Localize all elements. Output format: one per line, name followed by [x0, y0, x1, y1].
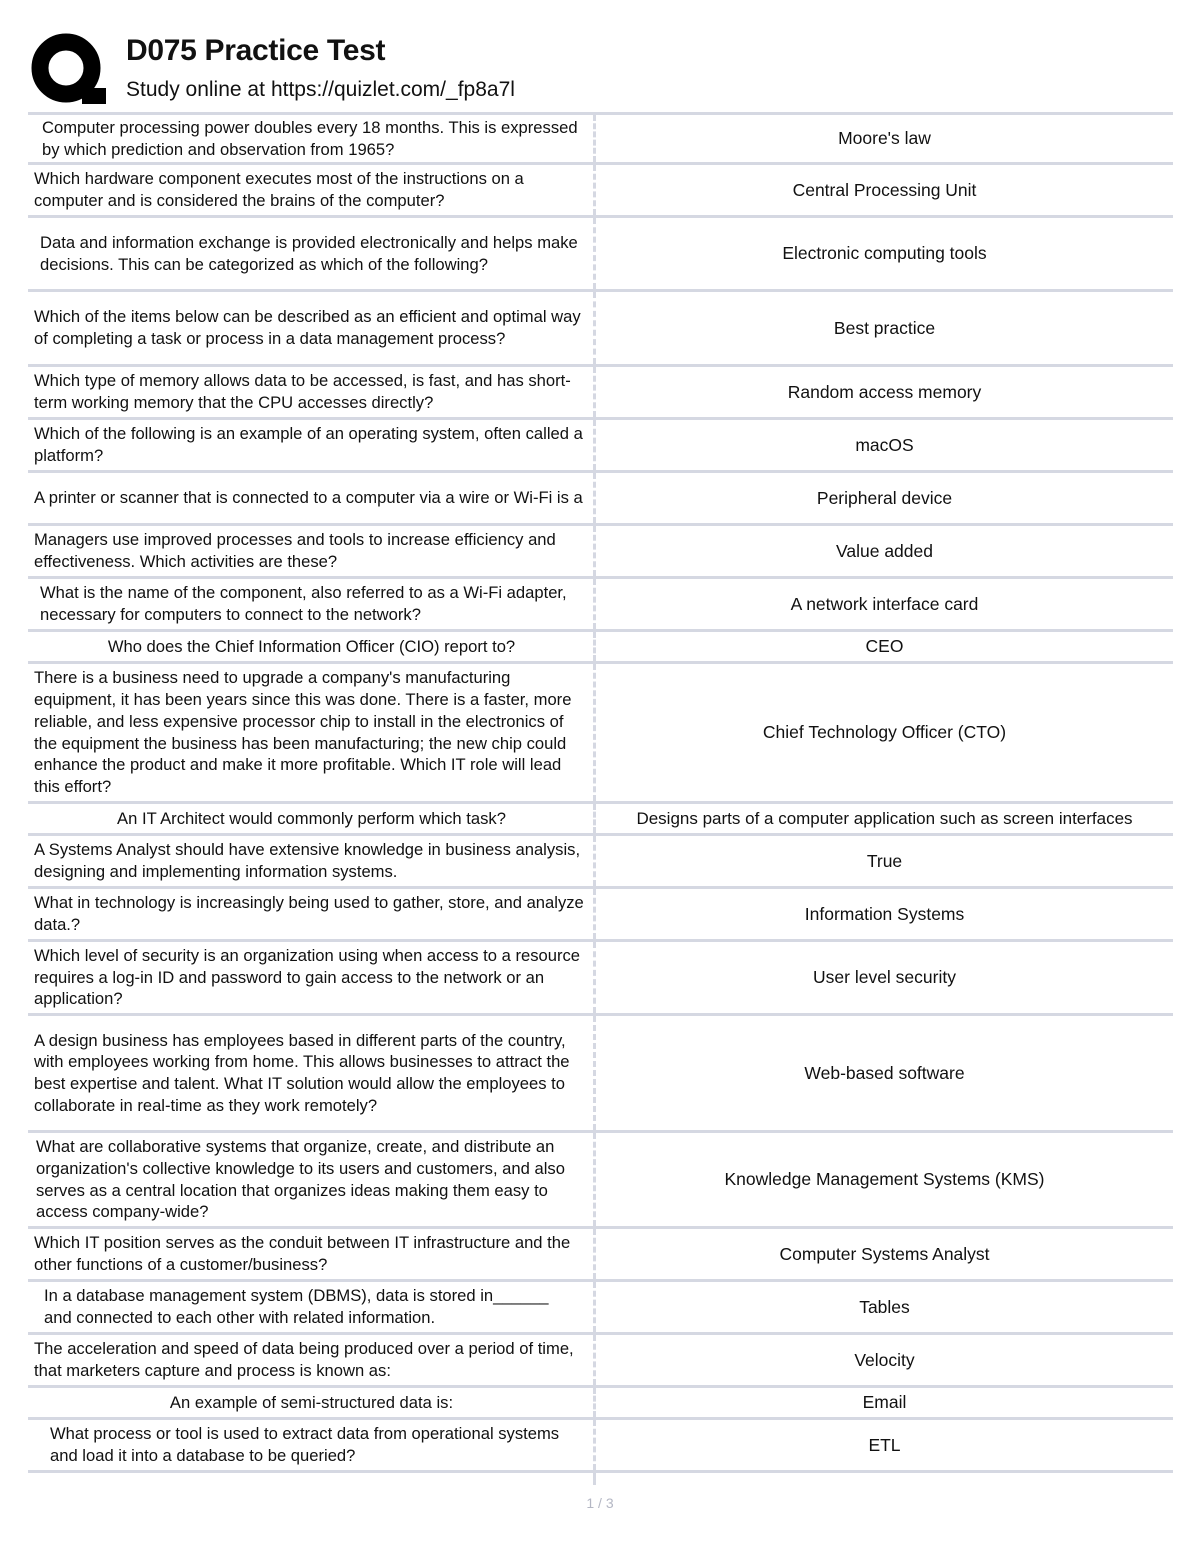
- flashcard-row: [28, 218, 1173, 292]
- term-text: Computer processing power doubles every 18 months. This is expressed by which prediction and observation from 1965?: [42, 117, 578, 159]
- page-indicator: 1 / 3: [586, 1495, 614, 1511]
- term-text: Managers use improved processes and tools to increase efficiency and effectiveness. Which activities are these?: [34, 530, 556, 571]
- definition-cell: Designs parts of a computer application such as screen interfaces: [636, 809, 1133, 828]
- term-text: What are collaborative systems that organize, create, and distribute an organization's collective knowledge to its users and customers, and also serves as a central location that organizes ideas making them easy to access company-wide?: [36, 1137, 565, 1222]
- term-cell: [28, 218, 596, 289]
- term-cell: [28, 804, 596, 833]
- term-text: What process or tool is used to extract data from operational systems and load it into a database to be queried?: [50, 1424, 560, 1465]
- column-divider-tail: [28, 1473, 596, 1485]
- term-cell: [28, 165, 596, 215]
- term-text: An IT Architect would commonly perform which task?: [117, 808, 506, 828]
- term-text: A printer or scanner that is connected to a computer via a wire or Wi-Fi is a: [34, 488, 583, 508]
- definition-cell: Central Processing Unit: [792, 179, 977, 200]
- term-text: Which IT position serves as the conduit between IT infrastructure and the other functions of a customer/business?: [34, 1233, 571, 1274]
- term-cell: [28, 526, 596, 576]
- flashcard-row: [28, 420, 1173, 473]
- study-online-line: [126, 76, 515, 104]
- term-text: Data and information exchange is provided electronically and helps make decisions. This can be categorized as which of the following?: [40, 232, 578, 274]
- study-url-link[interactable]: https://quizlet.com/_fp8a7l: [270, 78, 515, 101]
- flashcard-row: [28, 664, 1173, 804]
- term-cell: [28, 1388, 596, 1417]
- definition-cell: CEO: [865, 636, 904, 656]
- term-text: Which level of security is an organization using when access to a resource requires a log-in ID and password to gain access to the network or an application?: [34, 945, 581, 1009]
- term-cell: [28, 1229, 596, 1279]
- term-text: In a database management system (DBMS), data is stored in______ and connected to each other with related information.: [44, 1286, 549, 1327]
- term-text: A design business has employees based in different parts of the country, with employees working from home. This allows businesses to attract the best expertise and talent. What IT solution would allow the employees to collaborate in real-time as they work remotely?: [34, 1030, 570, 1115]
- flashcard-row: [28, 473, 1173, 526]
- definition-cell: Best practice: [833, 317, 936, 338]
- flashcard-row: [28, 367, 1173, 420]
- definition-cell: Peripheral device: [816, 487, 953, 508]
- term-text: What is the name of the component, also referred to as a Wi-Fi adapter, necessary for computers to connect to the network?: [40, 583, 567, 624]
- document-title: D075 Practice Test: [126, 34, 386, 67]
- definition-cell: Value added: [836, 540, 933, 561]
- flashcard-row: [28, 1133, 1173, 1229]
- term-cell: [28, 473, 596, 523]
- document-header: [28, 28, 1178, 110]
- definition-cell: A network interface card: [790, 593, 979, 614]
- term-text: An example of semi-structured data is:: [169, 1392, 454, 1412]
- term-cell: [28, 1420, 596, 1470]
- definition-cell: Email: [862, 1392, 907, 1412]
- term-text: Who does the Chief Information Officer (CIO) report to?: [107, 636, 516, 656]
- term-cell: [28, 579, 596, 629]
- definition-cell: Computer Systems Analyst: [779, 1243, 990, 1264]
- definition-cell: Velocity: [854, 1349, 915, 1370]
- flashcard-list: [28, 112, 1173, 1485]
- term-text: Which type of memory allows data to be accessed, is fast, and has short-term working memory that the CPU accesses directly?: [34, 371, 571, 412]
- term-text: Which hardware component executes most of the instructions on a computer and is considered the brains of the computer?: [34, 169, 524, 210]
- flashcard-row: [28, 889, 1173, 942]
- term-cell: [28, 632, 596, 661]
- definition-cell: Information Systems: [804, 903, 965, 924]
- definition-cell: True: [866, 850, 903, 871]
- flashcard-row: [28, 1388, 1173, 1420]
- term-cell: [28, 420, 596, 470]
- term-cell: [28, 1282, 596, 1332]
- term-text: Which of the following is an example of an operating system, often called a platform?: [34, 424, 583, 465]
- term-text: There is a business need to upgrade a company's manufacturing equipment, it has been years since this was done. There is a faster, more reliable, and less expensive processor chip to install in the electronics of the equipment the business has been manufacturing; the new chip could enhance the product and make it more profitable. Which IT role will lead this effort?: [34, 668, 572, 796]
- flashcard-row: [28, 632, 1173, 664]
- flashcard-row: [28, 1335, 1173, 1388]
- term-text: What in technology is increasingly being used to gather, store, and analyze data.?: [34, 893, 584, 934]
- definition-cell: Chief Technology Officer (CTO): [762, 722, 1007, 742]
- flashcard-row: [28, 165, 1173, 218]
- definition-cell: Electronic computing tools: [782, 243, 987, 263]
- term-cell: [28, 115, 596, 162]
- flashcard-row: [28, 112, 1173, 165]
- definition-cell: ETL: [868, 1434, 901, 1455]
- flashcard-row: [28, 1229, 1173, 1282]
- flashcard-row: [28, 526, 1173, 579]
- term-cell: [28, 1335, 596, 1385]
- flashcard-row: [28, 579, 1173, 632]
- definition-cell: Moore's law: [838, 128, 931, 148]
- definition-cell: Knowledge Management Systems (KMS): [724, 1169, 1045, 1189]
- term-cell: [28, 942, 596, 1013]
- term-cell: [28, 836, 596, 886]
- definition-cell: Web-based software: [804, 1062, 965, 1083]
- term-text: A Systems Analyst should have extensive knowledge in business analysis, designing and implementing information systems.: [34, 840, 581, 881]
- flashcard-row: [28, 942, 1173, 1016]
- term-text: Which of the items below can be described as an efficient and optimal way of completing a task or process in a data management process?: [34, 307, 581, 348]
- definition-cell: macOS: [855, 434, 914, 455]
- flashcard-row: [28, 1420, 1173, 1473]
- quizlet-logo-icon: [30, 30, 110, 110]
- flashcard-row: [28, 292, 1173, 367]
- flashcard-row: [28, 836, 1173, 889]
- definition-cell: Tables: [859, 1296, 910, 1317]
- flashcard-row: [28, 1282, 1173, 1335]
- term-cell: [28, 367, 596, 417]
- term-cell: [28, 889, 596, 939]
- flashcard-row: [28, 804, 1173, 836]
- term-cell: [28, 1133, 596, 1226]
- study-prefix: Study online at: [126, 78, 265, 101]
- definition-cell: User level security: [813, 967, 956, 987]
- term-cell: [28, 664, 596, 801]
- term-cell: [28, 292, 596, 364]
- term-text: The acceleration and speed of data being produced over a period of time, that marketers capture and process is known as:: [34, 1339, 574, 1380]
- definition-cell: Random access memory: [787, 381, 982, 402]
- flashcard-row: [28, 1016, 1173, 1133]
- term-cell: [28, 1016, 596, 1130]
